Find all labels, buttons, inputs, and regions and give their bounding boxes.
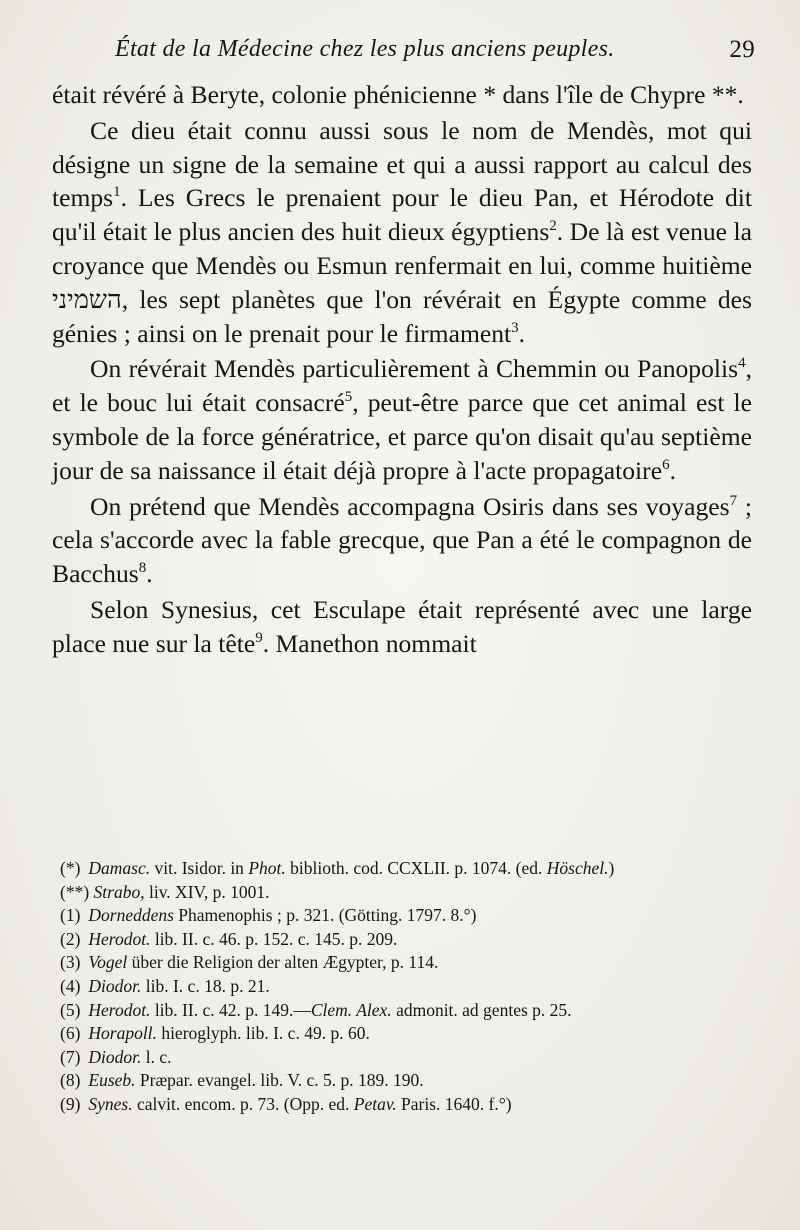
footnote-marker: (6): [60, 1023, 81, 1044]
footnote-ref: 5: [344, 389, 353, 406]
footnote-source: Petav.: [353, 1093, 397, 1114]
footnote: [60, 1093, 755, 1117]
footnote-source: Höschel.: [546, 858, 609, 878]
footnote-marker: (3): [60, 952, 81, 973]
running-title: État de la Médecine chez les plus anciens peuples.: [115, 36, 615, 62]
footnote-source: Vogel: [88, 952, 128, 973]
text-run: , et le bouc lui était consacré: [52, 354, 752, 418]
paragraph: [52, 490, 752, 591]
text-run: était révéré à Beryte, colonie phénicienne * dans l'île de Chypre **.: [52, 80, 744, 109]
footnote-ref: 8: [138, 560, 147, 577]
footnote: [60, 904, 755, 928]
footnote-text: Phamenophis ; p. 321. (Götting. 1797. 8.°): [173, 905, 477, 926]
paragraph: [52, 78, 752, 112]
footnote-text: l. c.: [141, 1046, 172, 1067]
footnote: [60, 1069, 755, 1093]
text-run: . Manethon nommait: [262, 628, 477, 658]
footnote: [60, 928, 755, 952]
footnote-source: Dorneddens: [88, 905, 174, 926]
footnote-marker: (7): [60, 1046, 81, 1067]
paragraph: [52, 114, 752, 351]
footnote-marker: (9): [60, 1093, 81, 1114]
text-run: .: [669, 455, 676, 485]
footnote-text: ): [608, 858, 615, 878]
footnote: [60, 1046, 755, 1070]
footnote-source: Diodor.: [88, 975, 142, 996]
page-number: 29: [729, 36, 755, 63]
footnote-ref: 6: [662, 456, 670, 473]
footnote-text: liv. XIV, p. 1001.: [144, 881, 270, 902]
footnote-ref: 9: [255, 629, 263, 646]
text-run: Ce dieu était connu aussi sous le nom de Mendès, mot qui désigne un signe de la semaine et qui a aussi rapport au calcul des temps: [52, 115, 752, 213]
text-run: On prétend que Mendès accompagna Osiris dans ses voyages: [90, 491, 730, 521]
footnote-text: calvit. encom. p. 73. (Opp. ed.: [132, 1093, 354, 1114]
footnote-ref: 2: [549, 218, 557, 235]
footnote-marker: (4): [60, 975, 81, 996]
footnote-source: Diodor.: [88, 1046, 142, 1067]
text-run: ; cela s'accorde avec la fable grecque, que Pan a été le compagnon de Bacchus: [52, 491, 752, 589]
footnote-text: vit. Isidor. in: [150, 858, 249, 878]
text-run: On révérait Mendès particulièrement à Chemmin ou Panopolis: [90, 354, 739, 384]
text-run: , peut-être parce que cet animal est le symbole de la force génératrice, et parce qu'on disait qu'au septième jour de sa naissance il était déjà propre à l'acte propagatoire: [52, 388, 752, 485]
footnotes: [60, 857, 755, 1117]
footnote-text: lib. II. c. 46. p. 152. c. 145. p. 209.: [150, 928, 398, 949]
main-text: [52, 78, 752, 663]
footnote-source: Euseb.: [88, 1070, 136, 1091]
footnote-source: Herodot.: [88, 928, 151, 949]
footnote: [60, 857, 755, 881]
footnote: [60, 1022, 755, 1046]
running-header: [115, 36, 755, 63]
footnote-source: Damasc.: [88, 858, 151, 878]
footnote: [60, 975, 755, 999]
text-run: .: [146, 559, 153, 589]
footnote-text: lib. II. c. 42. p. 149.—: [150, 999, 311, 1020]
footnote-source: Herodot.: [88, 999, 151, 1020]
footnote-text: hieroglyph. lib. I. c. 49. p. 60.: [156, 1023, 370, 1044]
footnote-source: Clem. Alex.: [310, 999, 392, 1020]
footnote-source: Synes.: [88, 1093, 133, 1114]
footnote-text: über die Religion der alten Ægypter, p. 114.: [127, 952, 439, 973]
footnote-marker: (8): [60, 1070, 81, 1091]
footnote: [60, 999, 755, 1023]
footnote-text: lib. I. c. 18. p. 21.: [141, 975, 270, 996]
footnote-source: Strabo,: [93, 881, 145, 902]
footnote-marker: (**): [60, 881, 90, 902]
paragraph: [52, 352, 752, 487]
footnote-marker: (2): [60, 928, 81, 949]
footnote-text: biblioth. cod. CCXLII. p. 1074. (ed.: [285, 858, 547, 878]
footnote-marker: (1): [60, 905, 81, 926]
footnote-ref: 1: [113, 184, 121, 201]
footnote-source: Horapoll.: [88, 1023, 157, 1044]
footnote-text: admonit. ad gentes p. 25.: [391, 999, 572, 1020]
footnote-text: Præpar. evangel. lib. V. c. 5. p. 189. 190.: [135, 1070, 424, 1091]
footnote-text: Paris. 1640. f.°): [396, 1093, 512, 1114]
footnote: [60, 881, 755, 905]
footnote-ref: 3: [511, 319, 519, 336]
footnote: [60, 951, 755, 975]
footnote-marker: (*): [60, 858, 81, 878]
text-run: . De là est venue la croyance que Mendès ou Esmun renfermait en lui, comme huitième השמיני, les sept planètes que l'on révérait en Égypte comme des génies ; ainsi on le prenait pour le firmament: [52, 217, 753, 348]
text-run: . Les Grecs le prenaient pour le dieu Pan, et Hérodote dit qu'il était le plus ancien des huit dieux égyptiens: [52, 183, 752, 247]
footnote-source: Phot.: [248, 858, 286, 878]
footnote-marker: (5): [60, 999, 81, 1020]
paragraph: [52, 593, 752, 661]
footnote-ref: 4: [738, 355, 746, 372]
text-run: .: [518, 318, 526, 348]
text-run: Selon Synesius, cet Esculape était représenté avec une large place nue sur la tête: [52, 594, 752, 658]
footnote-ref: 7: [729, 492, 738, 509]
